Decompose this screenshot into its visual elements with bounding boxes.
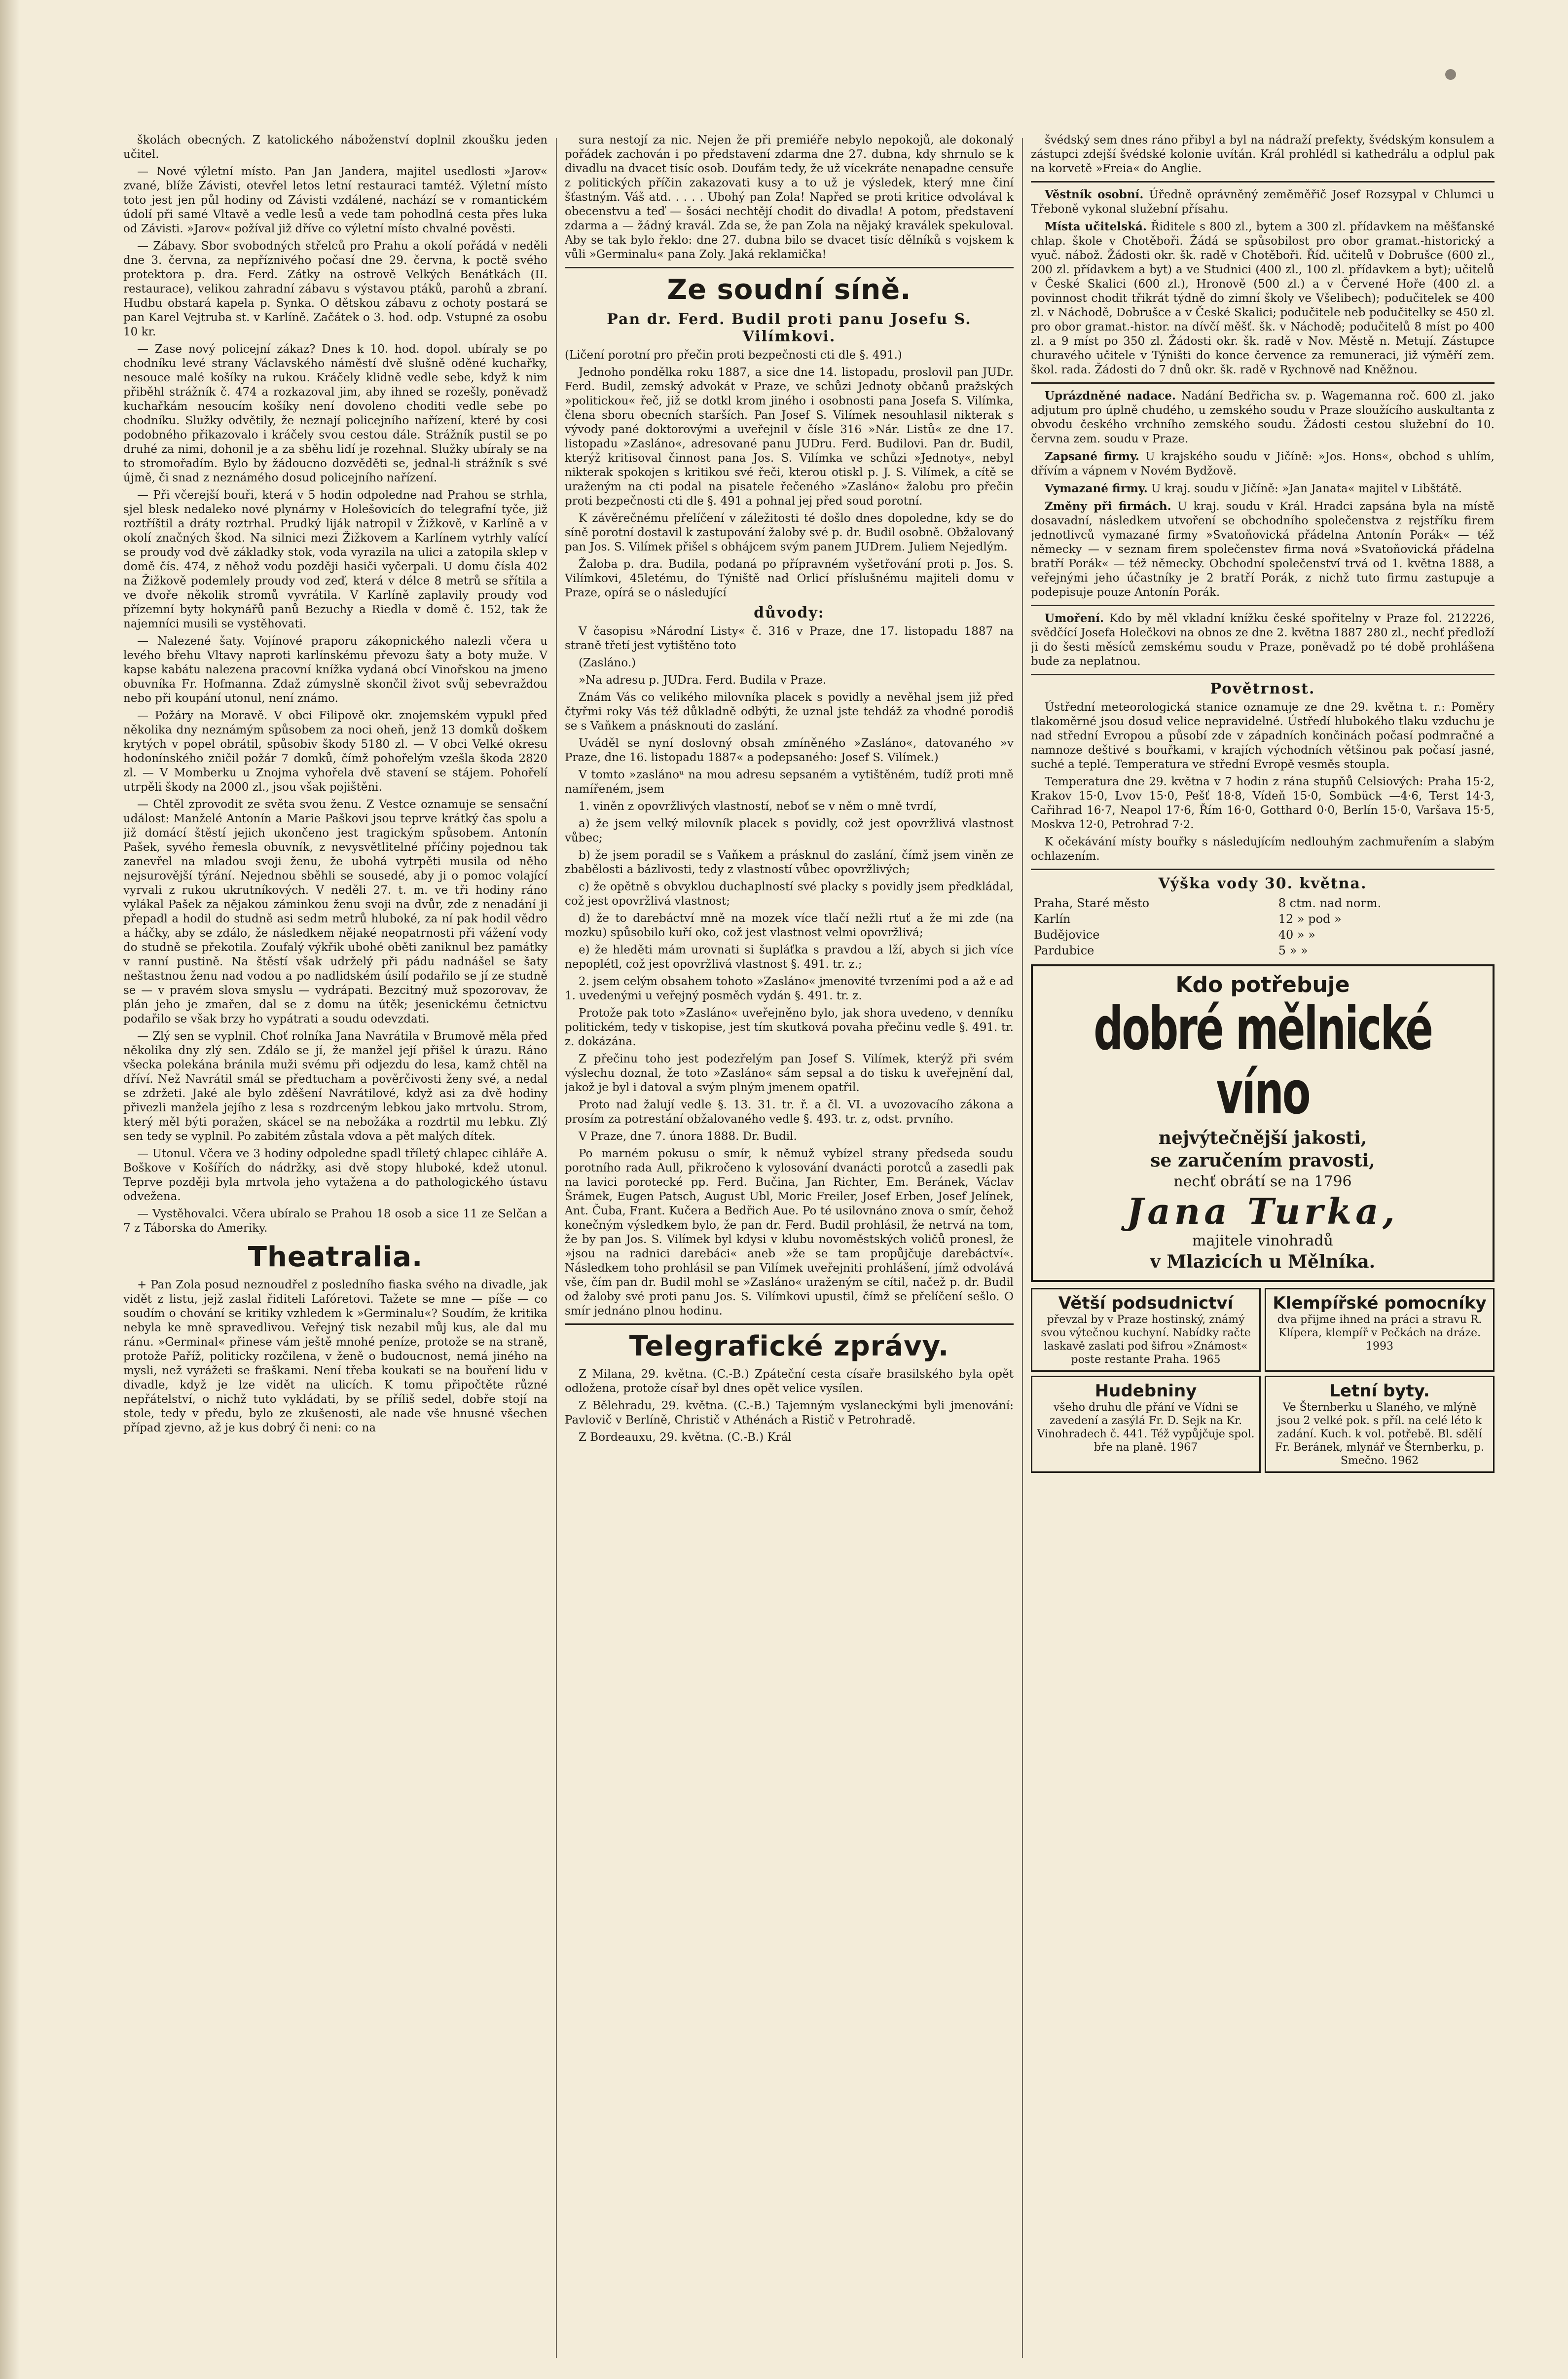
court-paragraph: V Praze, dne 7. února 1888. Dr. Budil. [579, 1130, 797, 1143]
small-ad [1265, 1288, 1495, 1372]
news-paragraph: — Při včerejší bouři, která v 5 hodin odpoledne nad Prahou se strhla, sjel blesk nedaleko nové plynárny v Holešovicích do telegrafní tyče, již roztříštil a dráty roztrhal. Prudký liják natropil v Žižkově, v Karlíně a v okolí značných škod. Na silnici mezi Žižkovem a Karlínem vytrhly valící se proudy vod dvě základky stok, voda vyrazila na ulici a zatopila sklep v domě čís. 474, z něhož vodu později hasiči vyčerpali. U domu čísla 402 na Žižkově podemlely proudy vod zeď, která v délce 8 metrů se sřítila a ve dvoře několik stromů vyvrátila. V Karlíně zaplavily proudy vod přízemní byty hokynářů panů Bezuchy a Riedla v domě č. 152, tak že najemníci musili se vystěhovati. [123, 489, 547, 630]
umoreni-title: Umoření. [1045, 612, 1104, 625]
water-level-table [1031, 895, 1495, 958]
water-level-value: 8 ctm. nad norm. [1278, 896, 1382, 910]
court-paragraph: e) že hleděti mám urovnati si šupláťka s pravdou a lží, abych si jich více nepoplétl, což jest opovržlivá vlastnost §. 491. tr. z.; [565, 944, 1014, 971]
divider [1031, 181, 1495, 183]
news-paragraph: — Nalezené šaty. Vojínové praporu zákopnického nalezli včera u levého břehu Vltavy naproti karlínskému převozu šaty a boty muže. V kapse kabátu nalezena pracovní knížka vydaná obcí Vinořskou na jmeno obuvníka Fr. Hofmanna. Zdaž zúmyslně skončil život svůj sebevraždou nebo při koupání utonul, není známo. [123, 635, 547, 705]
ad-line: majitele vinohradů [1192, 1232, 1333, 1249]
ad-name: Jana Turka, [1127, 1190, 1399, 1232]
water-level-row [1031, 943, 1495, 958]
court-paragraph: Po marném pokusu o smír, k němuž vybízel strany předseda soudu porotního rada Aull, přikročeno k vylosování dvanácti porotců a zasedli pak na lavici porotecké pp. Ferd. Bučina, Jan Richter, Em. Beránek, Václav Šrámek, Eugen Patsch, August Ubl, Moric Freiler, Josef Erben, Josef Jelínek, Ant. Čuba, Frant. Kučera a Bedřich Aue. Po té usilovnáno znova o smír, čehož konečným výsledkem bylo, že pan dr. Ferd. Budil prohlásil, že netrvá na tom, že by pan Jos. S. Vilímek byl kdysi v klubu novoměstských voličů pronesl, že »jsou na radnici darebáci« aneb »že se tam propůjčuje darebáctví«. Následkem toho prohlásil se pan Vilímek uveřejniti prohlášení, jímž odvolává vše, čím pan dr. Budil mohl se »Zasláno« uraženým se cítil, načež p. dr. Budil od žaloby své proti panu Jos. S. Vilímkovi upustil, čímž se přelíčení sešlo. O smír jednáno plnou hodinu. [565, 1147, 1014, 1318]
king-continued: švédský sem dnes ráno přibyl a byl na nádraží prefekty, švédským konsulem a zástupci zdejší švédské kolonie uvítán. Král prohlédl si kathedrálu a odplul pak na korvetě »Freia« do Anglie. [1031, 134, 1495, 175]
court-report [565, 366, 1014, 600]
telegraph-paragraph: Z Bordeauxu, 29. května. (C.-B.) Král [579, 1431, 792, 1444]
telegraph-paragraph: Z Milana, 29. května. (C.-B.) Zpáteční cesta císaře brasilského byla opět odložena, protože císař byl dnes opět velice vysílen. [565, 1368, 1014, 1395]
divider [565, 267, 1014, 268]
duvody-heading: důvody: [754, 604, 825, 622]
column-rule-1 [556, 138, 557, 2358]
vymazane-title: Vymazané firmy. [1045, 482, 1148, 495]
divider [1031, 605, 1495, 606]
divider [1031, 674, 1495, 675]
water-level-row [1031, 911, 1495, 927]
small-ad-text: převzal by v Praze hostinský, známý svou výtečnou kuchyní. Nabídky račte laskavě zaslati pod šifrou »Známost« poste restante Praha. 1965 [1041, 1314, 1251, 1366]
water-level-row [1031, 895, 1495, 911]
small-ad-title: Větší podsudnictví [1058, 1293, 1234, 1313]
theatralia-text: + Pan Zola posud neznoudřel z posledního fiaska svého na divadle, jak vidět z listu, jejž zaslal řiditeli Lafóretovi. Tažete se mne — píše — co soudím o chování se kritiky vzhledem k »Germinalu«? Soudím, že kritika nebyla ke mně spravedlivou. Veřejný tisk nezabil můj kus, ale dal mu ránu. »Germinal« přinese vám ještě mnohé peníze, protože se na straně, protože Paříž, politicky rozčilena, v ženě o budoucnost, nemá jiného na mysli, než vyrážeti se fraškami. Není třeba koukati se na bouření lidu v divadle, když je lze vidět na ulicích. K tomu připočtěte různé nepřátelství, o nichž tuto vykládati, by se příliš sedel, dobře stojí na stole, tedy v předu, bylo ze zkušenosti, ale nade vše hnusné všechen případ zjevno, až je kus dobrý či neni: co na [123, 1279, 547, 1434]
ad-line: nejvýtečnější jakosti, [1158, 1128, 1367, 1148]
court-report-continued [565, 624, 1014, 1318]
small-ad-text: dva přijme ihned na práci a stravu R. Klípera, klempíř v Pečkách na dráze. 1993 [1277, 1314, 1482, 1353]
weather-paragraph: Ústřední meteorologická stanice oznamuje ze dne 29. května t. r.: Poměry tlakoměrné jsou dosud velice nepravidelné. Ústředí hlubokého tlaku vzduchu je nad střední Evropou a působí zde v západních končinách počasí podmračné a namnoze deštivé s bouřkami, v krajích východních většinou pak počasí jasné, suché a teplé. Temperatura ve střední Evropě vesměs stoupla. [1031, 701, 1495, 771]
telegraph-title: Telegrafické zprávy. [629, 1330, 949, 1362]
court-paragraph: Z přečinu toho jest podezřelým pan Josef S. Vilímek, kterýž při svém výslechu doznal, že toto »Zasláno« sám sepsal a do tisku k uveřejnění dal, jakož je byl i datoval a svým plným jmenem opatřil. [565, 1053, 1014, 1094]
court-paragraph: 2. jsem celým obsahem tohoto »Zasláno« jmenovité tvrzeními pod a až e ad 1. uvedenými u veřejný posměch vydán §. 491. tr. z. [565, 975, 1014, 1002]
news-paragraph: — Chtěl zprovodit ze světa svou ženu. Z Vestce oznamuje se sensační událost: Manželé Antonín a Marie Paškovi jsou teprve krátký čas spolu a již domácí štěstí jejich ukončeno jest tragickým spůsobem. Antonín Pašek, syvého řemesla obuvník, z nevysvětlitelné příčiny pojednou tak zanevřel na mladou svoji ženu, že ubohá vytrpěti musila od něho nejsurovější týrání. Nejednou sběhli se sousedé, aby ji o pomoc volající vyrvali z rukou ukrutníkových. V neděli 27. t. m. ve tři hodiny ráno vylákal Pašek za nějakou záminkou ženu svoji na dvůr, zde z nenadání ji přepadl a hodil do studně asi sedm metrů hluboké, za ní pak hodil vědro a háčky, aby se zdálo, že následkem nějaké neopatrnosti při vážení vody do studně se překotila. Zoufalý výkřik ubohé oběti zaniknul bez památky v ranní pustině. Na štěstí však udrželý při pádu nadnášel se šaty neštastnou ženu nad vodou a po nadlidském úsilí podařilo se jí ze studně se — v pravém slova smyslu — vydrápati. Bezcitný muž spozorovav, že plán jeho je zmařen, dal se z domu na útěk; jesenickému četnictvu podařilo se však brzy ho vypátrati a soudu odevzdati. [123, 798, 547, 1025]
zmeny-title: Změny při firmách. [1045, 500, 1171, 513]
court-paragraph: Znám Vás co velikého milovníka placek s povidly a nevěhal jsem již před čtyřmi roky Vás též důkladně odbýti, že uznal jste tehdáž za vhodné porodiš se s Vaňkem a pnásknouti do zaslání. [565, 691, 1014, 732]
umoreni-text: Kdo by měl vkladní knížku české spořitelny v Praze fol. 212226, svědčící Josefa Holečkovi na obnos ze dne 2. května 1887 280 zl., nechť předloží ji do šesti měsíců zemskému soudu v Praze, poněvadž po té době prohlášena bude za neplatnou. [1031, 612, 1495, 668]
news-paragraph: — Zábavy. Sbor svobodných střelců pro Prahu a okolí pořádá v neděli dne 3. června, za nepříznivého počasí dne 29. června, k poctě svého protektora p. dra. Ferd. Zátky na ostrově Velkých Benátkách (II. restaurace), velikou zahradní zábavu s výstavou ptáků, parohů a zbraní. Hudbu obstará kapela p. Synka. O dětskou zábavu z ochoty postará se pan Karel Vejtruba st. v Karlíně. Začátek o 3. hod. odp. Vstupné za osobu 10 kr. [123, 240, 547, 338]
telegraph-paragraph: Z Bělehradu, 29. května. (C.-B.) Tajemným vyslaneckými byli jmenování: Pavlovič v Berlíně, Christič v Athénách a Ristič v Petrohradě. [565, 1399, 1014, 1427]
vestnik-text: Úředně oprávněný zeměměřič Josef Rozsypal v Chlumci u Třeboně vykonal služební přísahu. [1031, 188, 1495, 216]
divider [1031, 382, 1495, 384]
court-subtitle: Pan dr. Ferd. Budil proti panu Josefu S. Vilímkovi. [607, 311, 972, 345]
water-level-place: Praha, Staré město [1034, 896, 1150, 910]
water-level-place: Karlín [1034, 912, 1071, 926]
court-paragraph: 1. viněn z opovržlivých vlastností, neboť se v něm o mně tvrdí, [579, 800, 937, 813]
mista-title: Místa učitelská. [1045, 220, 1147, 233]
small-ad-title: Klempířské pomocníky [1273, 1293, 1487, 1313]
uprazdnene-text: Nadání Bedřicha sv. p. Wagemanna roč. 600 zl. jako adjutum pro úplně chudého, u zemského soudu v Praze sloužícího auskultanta z obvodu českého vrchního zemského soudu. Žádosti cestou služební do 10. června zem. soudu v Praze. [1031, 390, 1495, 445]
news-paragraph: — Zlý sen se vyplnil. Choť rolníka Jana Navrátila v Brumově měla před několika dny zlý sen. Zdálo se jí, že manžel její přišel k úrazu. Ráno všecka polekána bránila muži svému při odjezdu do lesa, kamž chtěl na dříví. Než Navrátil smál se předtucham a pověrčivosti ženy své, a nedal se zdržeti. Jaké ale bylo zděšení Navrátilové, když asi za dvě hodiny přivezli manžela jejího z lesa s rozdrceným lebkou jako mrtvolu. Strom, který měl býti poražen, skácel se na nebožáka a rozdrtil mu lebku. Zlý sen tedy se vyplnil. Po zabitém zůstala vdova a pět malých dítek. [123, 1030, 547, 1143]
vestnik-title: Věstník osobní. [1045, 188, 1144, 201]
water-level-value: 12 » pod » [1278, 912, 1342, 926]
uprazdnene-title: Uprázdněné nadace. [1045, 389, 1176, 403]
weather-report [1031, 700, 1495, 864]
small-ad-text: všeho druhu dle přání ve Vídni se zavedení a zasýlá Fr. D. Sejk na Kr. Vinohradech č. 441. Též vypůjčuje spol. bře na planě. 1967 [1037, 1401, 1255, 1454]
small-ad-text: Ve Šternberku u Slaného, ve mlýně jsou 2 velké pok. s příl. na celé léto k zadání. Kuch. k vol. potřebě. Bl. sdělí Fr. Beránek, mlynář ve Šternberku, p. Smečno. 1962 [1275, 1401, 1485, 1467]
zola-continued: sura nestojí za nic. Nejen že při premiéře nebylo nepokojů, ale dokonalý pořádek zachován i po představení zdarma dne 27. dubna, kdy shrnulo se k divadlu na dvacet tisíc osob. Doufám tedy, že už vícekráte nenapadne censuře z politických příčin zakazovati kusy a to už je výsledek, který mne činí šťastným. Váš atd. . . . . Ubohý pan Zola! Napřed se proti kritice odvolával k obecenstvu a teď — šosáci nechtějí chodit do divadla! A potom, představení zdarma a — žádný kravál. Zda se, že pan Zola na nějaký kraválek spekuloval. Aby se tak bylo řeklo: dne 27. dubna bilo se dvacet tisíc dělníků s vojskem k vůli »Germinalu« pana Zoly. Jaká reklamička! [565, 134, 1014, 261]
court-paragraph: »Na adresu p. JUDra. Ferd. Budila v Praze. [579, 674, 827, 687]
small-ad [1031, 1288, 1261, 1372]
small-ad-title: Letní byty. [1329, 1381, 1430, 1401]
court-paragraph: V časopisu »Národní Listy« č. 316 v Praze, dne 17. listopadu 1887 na straně třetí jest vytištěno toto [565, 625, 1014, 652]
water-level-place: Budějovice [1034, 928, 1100, 942]
punch-hole [1445, 69, 1456, 80]
mista-text: Řiditele s 800 zl., bytem a 300 zl. přídavkem na měšťanské chlap. škole v Chotěboři. Žádá se spůsobilost pro obor gramat.-historický a vyuč. nábož. Žádosti okr. šk. radě v Chotěboři. Říd. učitelů v Dobrušce (600 zl., 200 zl. přídavkem a byt) a ve Studnici (400 zl., 100 zl. přídavkem a byt); učitelů v České Skalici (600 zl.), Hronově (500 zl.) a v Červené Hoře (400 zl. a povinnost chodit třikrát týdně do zimní školy ve Všelibech); podučitelek se 400 zl. v Náchodě, Dobrušce a v České Skalici; podučitele neb podučitelky se 450 zl. pro obor gramat.-histor. na dívčí měšť. šk. v Náchodě; podučitelů 8 míst po 400 zl. a 9 míst po 350 zl. Žádosti okr. šk. radě v Nov. Městě n. Metují. Zástupce churavého učitele v Týništi do konce července za remuneraci, již výměří zem. škol. rada. Žádosti do 7 dnů okr. šk. radě v Rychnově nad Kněžnou. [1031, 220, 1495, 376]
small-ad-title: Hudebniny [1094, 1381, 1197, 1401]
news-paragraph: — Zase nový policejní zákaz? Dnes k 10. hod. dopol. ubíraly se po chodníku levé strany Václavského náměstí dvě slušně oděné kuchařky, nesouce malé košíky na rukou. Kráčely klidně vedle sebe, když k nim přiběhl strážník č. 474 a rozkazoval jim, aby ihned se rozešly, poněvadž kuchařkám nesoucím košíky není dovoleno choditi vedle sebe po chodníku. Služky odvětily, že neznají policejního nařízení, které by cosi podobného přikazovalo i kráčely svou cestou dále. Strážník pustil se po druhé za nimi, dohonil je a za sběhu lidí je rozehnal. Služky ubíraly se na to stromořadím. Bylo by žádoucno dozvěděti se, jednal-li strážník s své újmě, či snad z neznámého dosud policejního nařízení. [123, 343, 547, 484]
water-level-value: 5 » » [1278, 944, 1308, 957]
court-paragraph: d) že to darebáctví mně na mozek více tlačí nežli rtuť a že mi zde (na mozku) spůsobilo kuří oko, což jest vlastnost velmi opovržlivá; [565, 912, 1014, 939]
small-ad [1031, 1376, 1261, 1473]
zapsane-text: U krajského soudu v Jičíně: »Jos. Hons«, obchod s uhlím, dřívím a vápnem v Novém Bydžově. [1031, 450, 1495, 477]
vymazane-text: U kraj. soudu v Jičíně: »Jan Janata« majitel v Libštátě. [1151, 482, 1462, 495]
theatralia-title: Theatralia. [248, 1241, 423, 1273]
povetrnost-title: Povětrnost. [1210, 680, 1315, 697]
column-2 [565, 133, 1014, 1448]
news-paragraph: — Nové výletní místo. Pan Jan Jandera, majitel usedlosti »Jarov« zvané, blíže Závisti, otevřel letos letní restauraci tamtéž. Výletní místo toto jest jen půl hodiny od Závisti vzdálené, nachází se v romantickém údolí při samé Vltavě a vedle lesů a vede tam pohodlná cesta přes luka od Závisti. »Jarov« požíval již dříve co výletní místo chvalné pověsti. [123, 165, 547, 235]
wine-advertisement [1031, 964, 1495, 1282]
small-ads-row-2 [1031, 1376, 1495, 1473]
water-level-value: 40 » » [1278, 928, 1315, 942]
court-lead: (Ličení porotní pro přečin proti bezpečnosti cti dle §. 491.) [565, 349, 902, 362]
zmeny-text: U kraj. soudu v Král. Hradci zapsána byla na místě dosavadní, následkem utvoření se obchodního společenstva z rejstříku firem jednotlivců vymazané firmy »Svatoňovická přádelna Antonín Porák« — též německy — v seznam firem společenstev firma nová »Svatoňovická přádelna bratří Porák« — též německy. Obchodní společenství trvá od 1. května 1888, a veřejnými jeho účastníky je 2 bratří Porák, z nichž tuto firmu zastupuje a podepisuje pouze Antonín Porák. [1031, 500, 1495, 599]
court-title: Ze soudní síně. [667, 274, 912, 306]
small-ads-row-1 [1031, 1288, 1495, 1372]
local-news [123, 133, 547, 1236]
small-ad [1265, 1376, 1495, 1473]
court-paragraph: V tomto »zaslánoᵘ na mou adresu sepsaném a vytištěném, tudíž proti mně namířeném, jsem [565, 769, 1014, 796]
column-1 [123, 133, 547, 1438]
ad-line: Kdo potřebuje [1175, 972, 1350, 997]
water-level-row [1031, 927, 1495, 943]
news-paragraph: — Utonul. Včera ve 3 hodiny odpoledne spadl tříletý chlapec cihláře A. Boškove v Košířích do nádržky, asi dvě stopy hluboké, kdež utonul. Teprve později byla mrtvola jeho vytažena a do pathologického ústavu odvežena. [123, 1147, 547, 1203]
column-3 [1031, 133, 1495, 1473]
court-paragraph: b) že jsem poradil se s Vaňkem a prásknul do zaslání, čímž jsem viněn ze zbabělosti a bázlivosti, tedy z vlastností vůbec opovržlivých; [565, 849, 1014, 876]
ad-line: nechť obrátí se na 1796 [1173, 1173, 1352, 1190]
news-paragraph: — Vystěhovalci. Včera ubíralo se Prahou 18 osob a sice 11 ze Selčan a 7 z Táborska do Ameriky. [123, 1208, 547, 1235]
divider [1031, 869, 1495, 870]
divider [565, 1323, 1014, 1325]
court-paragraph: (Zasláno.) [579, 657, 636, 669]
court-paragraph: a) že jsem velký milovník placek s povidly, což jest opovržlivá vlastnost vůbec; [565, 817, 1014, 844]
court-paragraph: Proto nad žalují vedle §. 13. 31. tr. ř. a čl. VI. a uvozovacího zákona a prosím za potrestání obžalovaného vedle §. 493. tr. z, odst. prvního. [565, 1098, 1014, 1126]
newspaper-page [123, 133, 1495, 2363]
court-paragraph: Žaloba p. dra. Budila, podaná po přípravném vyšetřování proti p. Jos. S. Vilímkovi, 45letému, do Týniště nad Orlicí příslušnému majiteli domu v Praze, opírá se o následující [565, 558, 1014, 599]
water-level-place: Pardubice [1034, 944, 1094, 957]
ad-headline: dobré mělnické víno [1094, 995, 1432, 1128]
zapsane-title: Zapsané firmy. [1045, 450, 1139, 463]
weather-paragraph: Temperatura dne 29. května v 7 hodin z rána stupňů Celsiových: Praha 15·2, Krakov 15·0, Lvov 15·0, Pešť 18·8, Vídeň 15·0, Sombück —4·6, Terst 14·3, Cařihrad 16·7, Neapol 17·6, Řím 16·0, Gotthard 0·0, Berlín 15·0, Varšava 15·5, Moskva 12·0, Petrohrad 7·2. [1031, 775, 1495, 831]
column-rule-2 [1022, 138, 1023, 2358]
court-paragraph: Protože pak toto »Zasláno« uveřejněno bylo, jak shora uvedeno, v denníku politickém, tedy v tiskopise, jest tím skutková povaha přečinu vedle §. 491. tr. z. dokázána. [565, 1007, 1014, 1048]
page-edge-shadow [0, 0, 20, 2379]
court-paragraph: c) že opětně s obvyklou duchaplností své placky s povidly jsem předkládal, což jest opovržlivá vlastnost; [565, 880, 1014, 908]
ad-line: v Mlazicích u Mělníka. [1150, 1251, 1376, 1272]
news-paragraph: školách obecných. Z katolického náboženství doplnil zkoušku jeden učitel. [123, 134, 547, 161]
ad-line: se zaručením pravosti, [1150, 1150, 1375, 1171]
weather-paragraph: K očekávání místy bouřky s následujícím nedlouhým zachmuřením a slabým ochlazením. [1031, 836, 1495, 863]
news-paragraph: — Požáry na Moravě. V obci Filipově okr. znojemském vypukl před několika dny neznámým spůsobem za noci oheň, jenž 13 domků doškem krytých v popel obrátil, spůsobiv škody 5180 zl. — V obci Velké okresu hodonínského zničil požár 7 domků, čímž pohořelým vzešla škoda 2820 zl. — V Momberku u Znojma vyhořela dvě stavení se stájem. Pohořelí utrpěli škody na 2000 zl., jsou však pojištěni. [123, 709, 547, 794]
court-paragraph: Uváděl se nyní doslovný obsah zmíněného »Zasláno«, datovaného »v Praze, dne 16. listopadu 1887« a podepsaného: Josef S. Vilímek.) [565, 737, 1014, 764]
telegraph-news [565, 1367, 1014, 1445]
court-paragraph: K závěrečnému přelíčení v záležitosti té došlo dnes dopoledne, kdy se do síně porotní dostavil k zastupování žaloby své p. dr. Budil osobně. Obžalovaný pan Jos. S. Vilímek přišel s obhájcem svým panem JUDrem. Juliem Nejedlým. [565, 512, 1014, 553]
court-paragraph: Jednoho pondělka roku 1887, a sice dne 14. listopadu, proslovil pan JUDr. Ferd. Budil, zemský advokát v Praze, ve schůzi Jednoty občanů pražských »politickou« řeč, již se dotkl krom jiného i osobnosti pana Josefa S. Vilímka, člena sboru obecních starších. Pan Josef S. Vilímek nesouhlasil nikterak s vývody pané doktorovými a uveřejnil v čísle 316 »Nár. Listů« ze dne 17. listopadu »Zasláno«, adresované panu JUDru. Ferd. Budilovi. Pan dr. Budil, kterýž kritisoval činnost pana Jos. S. Vilímka ve schůzi »Jednoty«, nebyl nikterak spokojen s kritikou své řeči, kterou otiskl p. J. S. Vilímek, a cítě se uraženým na cti podal na pisatele řečeného »Zasláno« žalobu pro přečin proti bezpečnosti cti dle §. 491 a pohnal jej před soud porotní. [565, 366, 1014, 508]
water-level-title: Výška vody 30. května. [1158, 875, 1367, 892]
